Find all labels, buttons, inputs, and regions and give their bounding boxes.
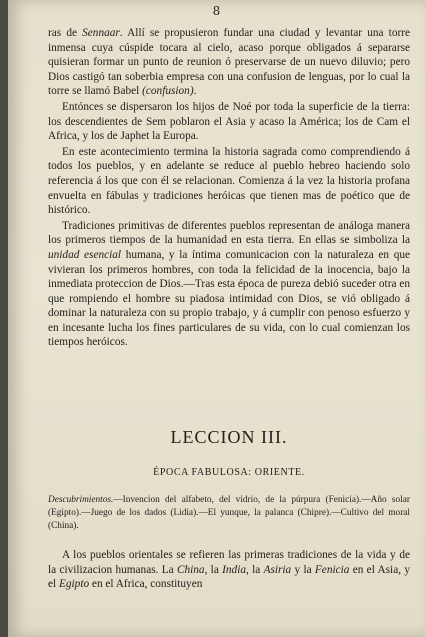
paragraph-sacred-history [48,145,410,218]
italic-term: Egipto [58,578,90,591]
italic-term: India [222,563,246,576]
text-run: . [193,85,197,98]
italic-term: unidad esencial [48,248,122,261]
lesson-title: LECCION III. [170,427,288,447]
text-run: y la [291,563,315,576]
text-run: en el Asia, y el [48,563,410,591]
text-run: —Invencion del alfabeto, del vidrio, de la púrpura (Fenicia).—Año solar (Egipto).—Juego de los dados (Lidia).—El yunque, la palanca (Chipre).—Cultivo del moral (China). [48,495,410,531]
body-text [48,26,410,350]
text-run: A los pueblos orientales se refieren las primeras tradiciones de la vida y de la civilizacion humanas. La [48,549,410,576]
italic-term: China [176,563,205,576]
text-run: , la [246,563,264,576]
paragraph-babel [48,26,410,99]
page-number: 8 [212,4,221,18]
text-run: Tradiciones primitivas de diferentes pueblos representan de análoga manera los primeros tiempos de la humanidad en esta tierra. En ellas se simboliza la [48,219,410,247]
text-run: humana, y la íntima comunicacion con la naturaleza en que vivieran los primeros hombres, con toda la felicidad de la inocencia, bajo la inmediata proteccion de Dios.—Tras esta época de pureza debió suceder otra en que rompiendo el hombre su piadosa intimidad con Dios, se vió obligado á dominar la naturaleza con su propio trabajo, y á cumplir con penoso esfuerzo y en incesante lucha los fines particulares de su vida, con lo cual comienzan los tiempos heróicos. [48,248,411,349]
italic-term: Asiria [263,563,292,576]
text-run: En este acontecimiento termina la historia sagrada como comprendiendo á todos los pueblos, y en adelante se reduce al pueblo hebreo haciendo solo referencia á los que con él se relacionan. Comienza á la vez la historia profana envuelta en fábulas y tradiciones heróicas que tienen mas de poético que de histórico. [48,145,410,217]
italic-term: Sennaar [82,27,120,39]
paragraph-traditions [48,219,410,350]
paragraph-oriental-peoples [48,548,410,592]
text-run: ras de [48,27,83,39]
text-run: en el Africa, constituyen [89,578,203,591]
text-run: . Allí se propusieron fundar una ciudad y levantar una torre inmensa cuya cúspide tocara al cielo, acaso porque obligados á separarse quisieran formar un punto de reunion ó preservarse de un nuevo diluvio; pero Dios castigó tan soberbia empresa con una confusion de lenguas, por lo cual la torre se llamó Babel [48,27,410,98]
paragraph-dispersion [48,100,410,144]
book-page [8,0,425,637]
lesson-summary [48,494,410,533]
text-run: , la [204,563,223,576]
italic-term: Descubrimientos. [48,495,114,505]
text-run: Entónces se dispersaron los hijos de Noé por toda la superficie de la tierra: los descendientes de Sem poblaron el Asia y acaso la América; los de Cam el Africa, y los de Japhet la Europa. [48,100,410,143]
lesson-subtitle: ÉPOCA FABULOSA: ORIENTE. [153,467,305,478]
italic-term: (confusion) [142,85,194,98]
italic-term: Fenicia [314,563,350,576]
